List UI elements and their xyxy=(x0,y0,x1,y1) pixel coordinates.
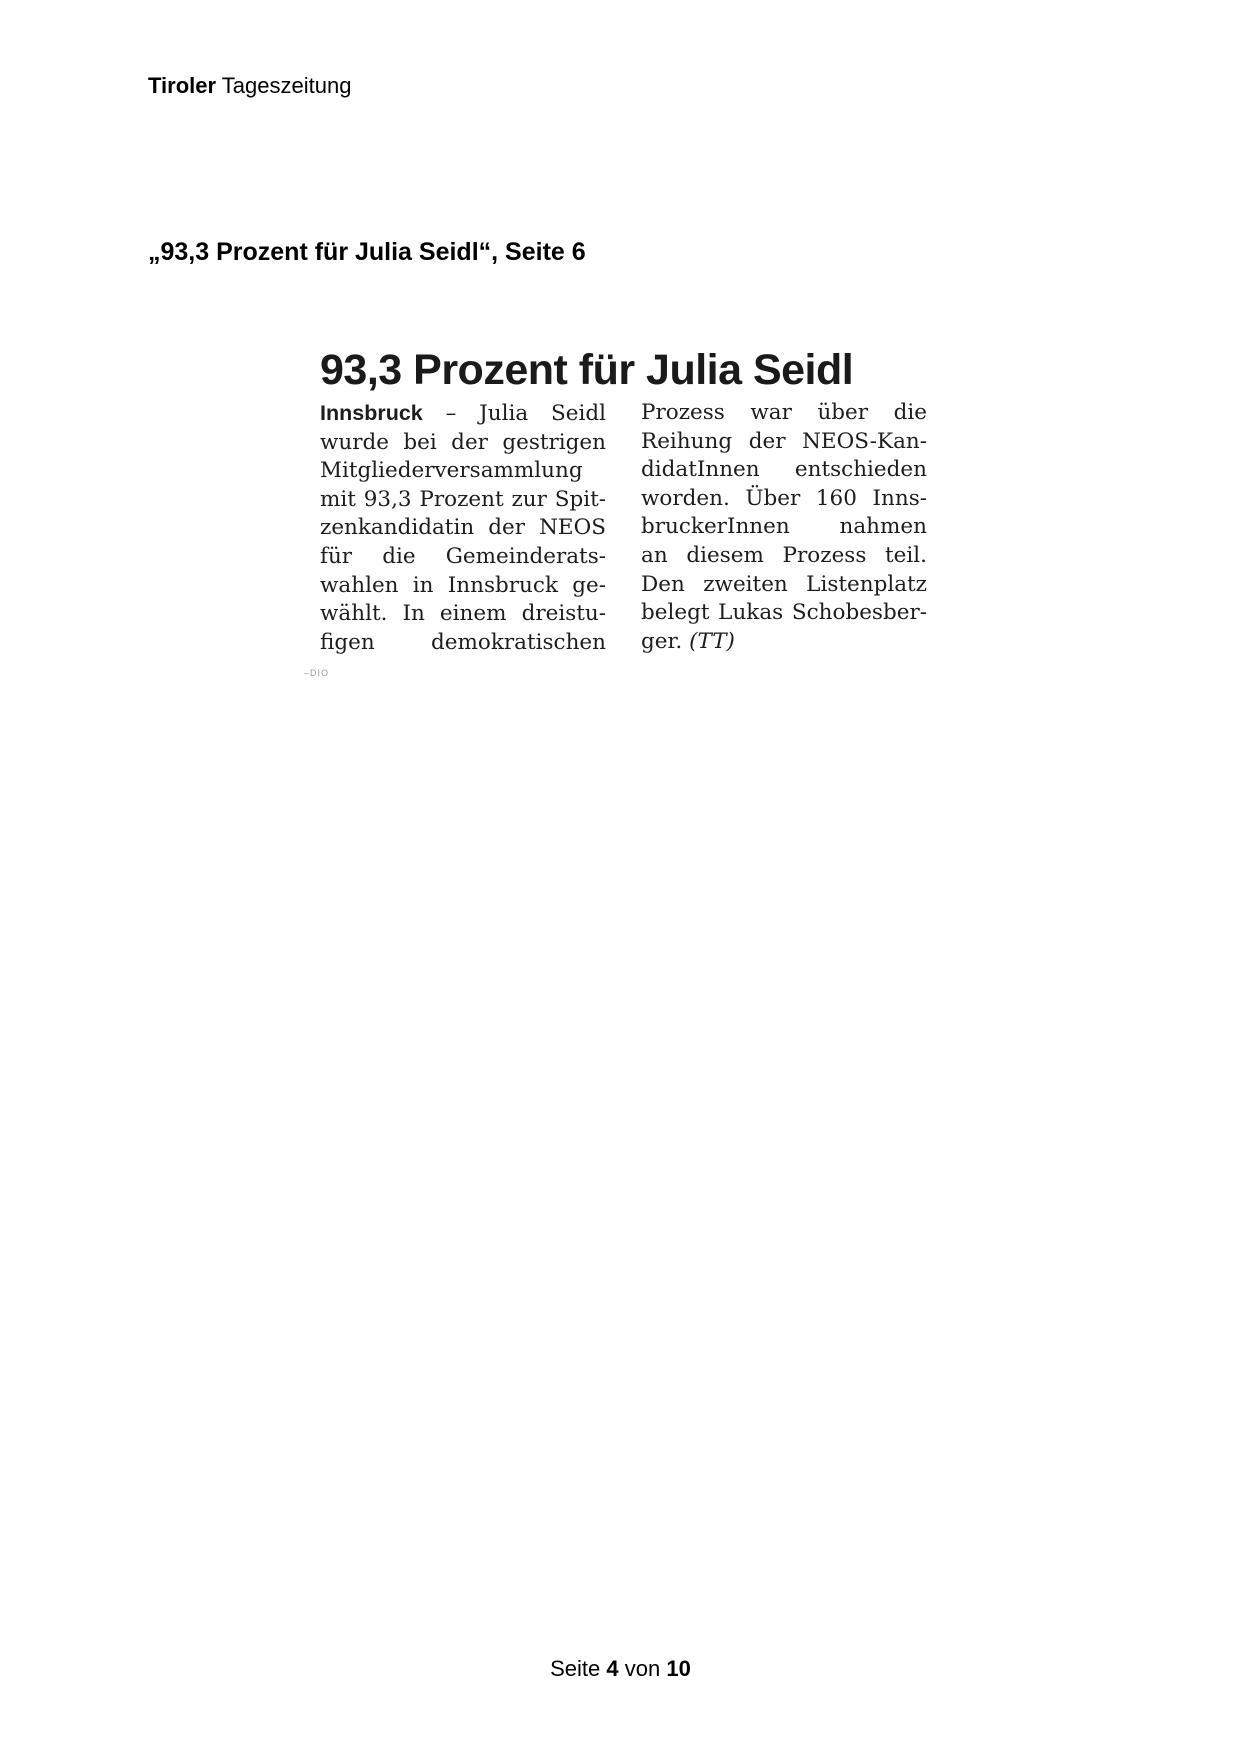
article-credit: (TT) xyxy=(689,628,735,654)
article-dateline: Innsbruck xyxy=(320,401,423,425)
page-footer xyxy=(0,1655,1241,1683)
article-line: belegt Lukas Schobesber- xyxy=(641,600,927,626)
footer-current-page: 4 xyxy=(606,1656,619,1681)
article-headline: 93,3 Prozent für Julia Seidl xyxy=(320,346,854,394)
article-line: bruckerInnen nahmen xyxy=(641,514,927,540)
article-line: zenkandidatin der NEOS xyxy=(320,515,606,541)
scan-fragment: –DIO xyxy=(304,668,330,678)
footer-total-pages: 10 xyxy=(666,1656,691,1681)
article-line: wurde bei der gestrigen xyxy=(320,429,606,455)
clip-title: „93,3 Prozent für Julia Seidl“, Seite 6 xyxy=(148,238,586,266)
article-clipping xyxy=(300,335,940,680)
article-line: Prozess war über die xyxy=(641,400,927,425)
article-line: an diesem Prozess teil. xyxy=(641,542,927,568)
publication-title xyxy=(148,72,351,100)
article-line-text: Julia Seidl xyxy=(479,401,606,426)
footer-prefix: Seite xyxy=(550,1656,601,1681)
article-line: worden. Über 160 Inns- xyxy=(641,485,927,511)
publication-title-regular: Tageszeitung xyxy=(221,73,352,98)
article-dash: – xyxy=(445,401,457,426)
article-line xyxy=(641,628,927,657)
article-line xyxy=(320,399,606,429)
article-line: wahlen in Innsbruck ge- xyxy=(320,572,606,598)
article-line-text: ger. xyxy=(641,628,683,654)
article-line: Mitgliederversammlung xyxy=(320,458,583,484)
article-line: figen demokratischen xyxy=(320,629,606,655)
publication-title-bold: Tiroler xyxy=(148,73,217,98)
article-column-left xyxy=(320,399,606,657)
article-line: mit 93,3 Prozent zur Spit- xyxy=(320,486,606,512)
article-line: didatInnen entschieden xyxy=(641,457,927,483)
article-column-right xyxy=(641,399,927,656)
article-line: wählt. In einem dreistu- xyxy=(320,601,606,627)
article-line: Den zweiten Listenplatz xyxy=(641,571,927,597)
article-line: Reihung der NEOS-Kan- xyxy=(641,428,927,454)
article-line: für die Gemeinderats- xyxy=(320,543,606,569)
footer-separator: von xyxy=(624,1656,661,1681)
